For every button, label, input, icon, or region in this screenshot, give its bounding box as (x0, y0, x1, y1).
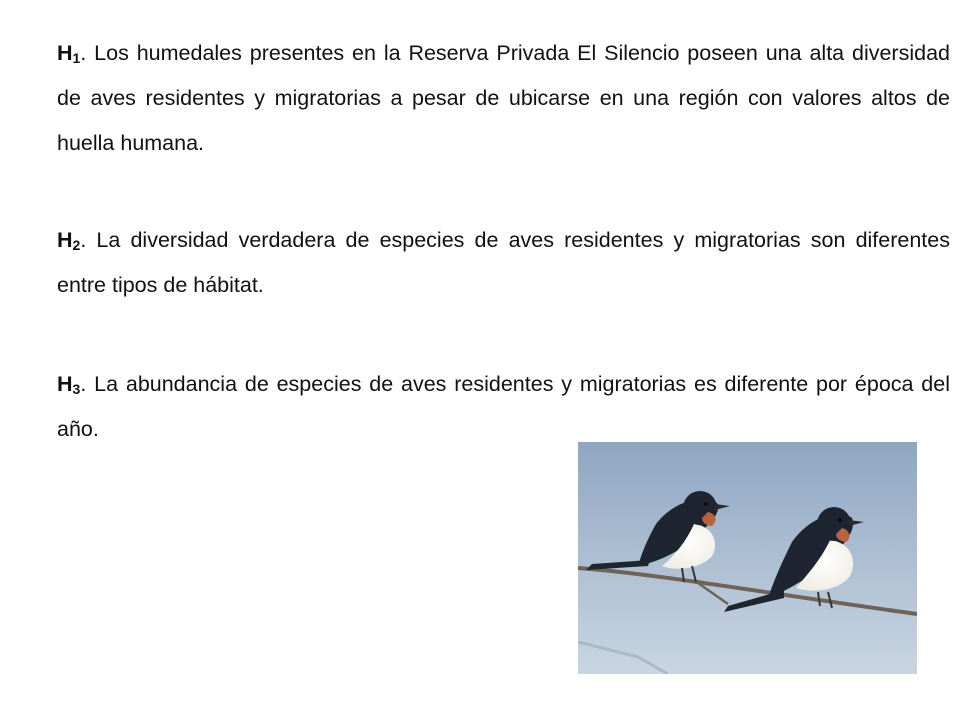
hypothesis-2-text: . La diversidad verdadera de especies de aves residentes y migratorias son diferentes entre tipos de hábitat. (57, 228, 950, 297)
hypothesis-1 (57, 31, 950, 166)
sky-background (578, 442, 917, 674)
hypothesis-2 (57, 218, 950, 308)
swallows-photo (578, 442, 917, 674)
swallows-illustration (578, 442, 917, 674)
hypothesis-3-code: $H_3$ (57, 372, 81, 397)
hypothesis-1-text: . Los humedales presentes en la Reserva Privada El Silencio poseen una alta diversidad de aves residentes y migratorias a pesar de ubicarse en una región con valores altos de huella humana. (57, 41, 950, 155)
hypothesis-3 (57, 362, 950, 452)
hypothesis-2-code: $H_2$ (57, 228, 81, 253)
hypothesis-1-code: $H_1$ (57, 41, 81, 66)
hypothesis-3-text: . La abundancia de especies de aves residentes y migratorias es diferente por época del año. (57, 372, 950, 441)
